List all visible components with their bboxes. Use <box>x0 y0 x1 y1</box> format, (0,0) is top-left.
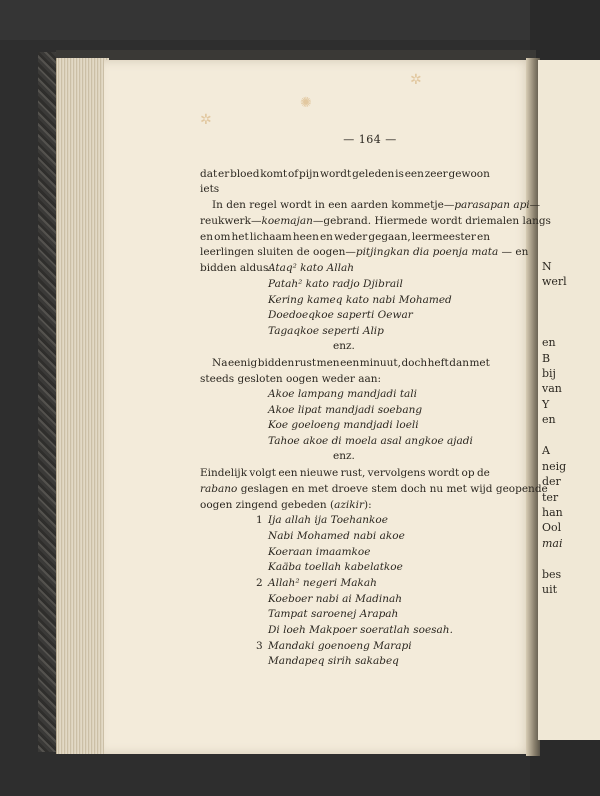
verse-line: Koe goeloeng mandjadi loeli <box>268 419 419 431</box>
right-page-fragment: bij <box>542 367 556 380</box>
text-line: bidden aldus: <box>200 262 272 274</box>
right-page-fragment: B <box>542 352 551 365</box>
verse-line: Ataq² kato Allah <box>268 262 354 274</box>
verse-line: Mandapeq sirih sakabeq <box>268 655 399 667</box>
right-page-fragment: uit <box>542 583 558 596</box>
verse-line: Tahoe akoe di moela asal angkoe ajadi <box>268 435 473 447</box>
right-page-fragment: Ool <box>542 521 562 534</box>
enz-marker: enz. <box>333 450 355 462</box>
right-page-fragment: Y <box>542 398 550 411</box>
page-edges <box>56 58 109 754</box>
book-cover-top <box>56 50 536 60</box>
right-page-fragment: han <box>542 506 563 519</box>
right-page-fragment: van <box>542 382 562 395</box>
right-page-fragment: der <box>542 475 561 488</box>
verse-line: Mandaki goenoeng Marapi <box>268 640 412 652</box>
verse-line: Tampat saroenej Arapah <box>268 608 399 620</box>
verse-number: 2 <box>256 577 263 589</box>
ornament-stain: ✺ <box>300 95 312 111</box>
ornament-stain: ✲ <box>410 72 422 88</box>
text-line: steeds gesloten oogen weder aan: <box>200 373 382 385</box>
right-page-fragment: N <box>542 260 552 273</box>
right-page-fragment: werl <box>542 275 567 288</box>
text-line: Na eenig bidden rust men een minuut, doch heft dan met <box>212 357 490 369</box>
text-line: reukwerk—koemajan—gebrand. Hiermede wordt driemalen langs <box>200 215 551 227</box>
verse-number: 1 <box>256 514 263 526</box>
text-line: iets <box>200 183 220 195</box>
verse-line: Akoe lipat mandjadi soebang <box>268 404 423 416</box>
verse-line: Doedoeqkoe saperti Oewar <box>268 309 413 321</box>
text-line: Eindelijk volgt een nieuwe rust, vervolgens wordt op de <box>200 467 490 479</box>
right-page-fragment: en <box>542 413 556 426</box>
verse-line: Koeboer nabi ai Madinah <box>268 593 402 605</box>
right-page <box>538 60 600 740</box>
right-page-fragment: en <box>542 336 556 349</box>
verse-line: Kering kameq kato nabi Mohamed <box>268 294 452 306</box>
right-page-fragment: A <box>542 444 550 457</box>
text-line: rabano geslagen en met droeve stem doch nu met wijd geopende <box>200 483 548 495</box>
backdrop <box>0 0 600 40</box>
right-page-fragment: neig <box>542 460 567 473</box>
text-line: dat er bloed komt of pijn wordt geleden is een zeer gewoon <box>200 168 490 180</box>
ornament-stain: ✲ <box>200 112 212 128</box>
verse-line: Di loeh Makpoer soeratlah soesah. <box>268 624 453 636</box>
verse-line: Akoe lampang mandjadi tali <box>268 388 418 400</box>
verse-number: 3 <box>256 640 263 652</box>
text-line: en om het lichaam heen en weder gegaan, leermeester en <box>200 231 490 243</box>
verse-line: Tagaqkoe seperti Alip <box>268 325 384 337</box>
text-line: leerlingen sluiten de oogen—pitjingkan dia poenja mata — en <box>200 246 529 258</box>
text-line: oogen zingend gebeden (azikir): <box>200 499 372 511</box>
page-number: — 164 — <box>343 133 397 146</box>
text-line: In den regel wordt in een aarden kommetje—parasapan api— <box>212 199 541 211</box>
verse-line: Allah² negeri Makah <box>268 577 377 589</box>
verse-line: Nabi Mohamed nabi akoe <box>268 530 405 542</box>
right-page-fragment: bes <box>542 568 562 581</box>
right-page-fragment: mai <box>542 537 563 550</box>
verse-line: Ija allah ija Toehankoe <box>268 514 388 526</box>
right-page-fragment: ter <box>542 491 559 504</box>
enz-marker: enz. <box>333 340 355 352</box>
verse-line: Koeraan imaamkoe <box>268 546 371 558</box>
verse-line: Patah² kato radjo Djibrail <box>268 278 403 290</box>
verse-line: Kaäba toellah kabelatkoe <box>268 561 403 573</box>
